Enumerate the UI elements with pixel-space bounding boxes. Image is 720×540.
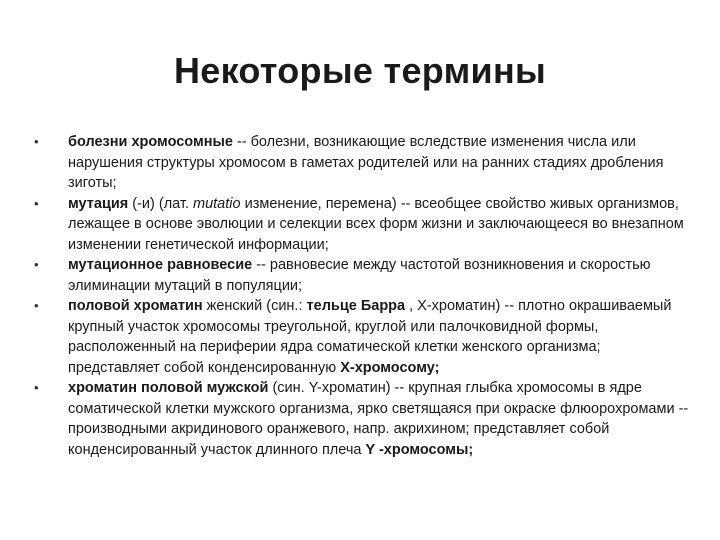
term: болезни хромосомные [68,134,233,150]
bullet-icon: • [34,195,39,211]
term: мутационное равновесие [68,257,253,273]
bullet-icon: • [34,380,39,395]
definition-prefix: (-и) (лат. [128,195,194,212]
definition: , Х-хроматин) -- плотно окрашиваемый крупный участок хромосомы треугольной, круглой или палочковидной формы, расположенный на периферии ядра соматической клетки женского организма; представляет собой конденсированную [68,298,672,376]
term: половой хроматин [68,298,203,314]
definition-prefix: женский (син.: [202,298,307,314]
latin-word: mutatio [193,195,241,212]
definition-end: Y -хромосомы; [365,441,474,458]
term: мутация [68,195,129,212]
bullet-icon: • [34,257,39,272]
definition: -- равновесие между частотой возникновения и скоростью элиминации мутаций в популяции; [68,257,651,294]
list-item [34,194,694,256]
definition: изменение, перемена) -- всеобщее свойство живых организмов, лежащее в основе эволюции и селекции всех форм жизни и заключающееся во внезапном изменении генетической информации; [68,195,684,253]
bullet-icon: • [34,134,39,149]
definition: -- болезни, возникающие вследствие изменения числа или нарушения структуры хромосом в гаметах родителей или на ранних стадиях дробления зиготы; [68,134,664,191]
term: хроматин половой мужской [68,380,269,396]
slide-title: Некоторые термины [173,50,547,91]
list-item [34,255,694,296]
bullet-icon: • [34,298,39,313]
definition-end: Х-хромосому; [340,359,440,376]
synonym: тельце Барра [306,298,406,314]
terms-list [34,132,694,460]
list-item [34,378,694,460]
definition: (син. Y-хроматин) -- крупная глыбка хромосомы в ядре соматической клетки мужского организма, ярко светящаяся при окраске флюорохромами -- производными акридинового оранжевого, напр. акрихином; представляет собой конденсированный участок длинного плеча [68,380,689,458]
list-item [34,132,694,194]
list-item [34,296,694,378]
